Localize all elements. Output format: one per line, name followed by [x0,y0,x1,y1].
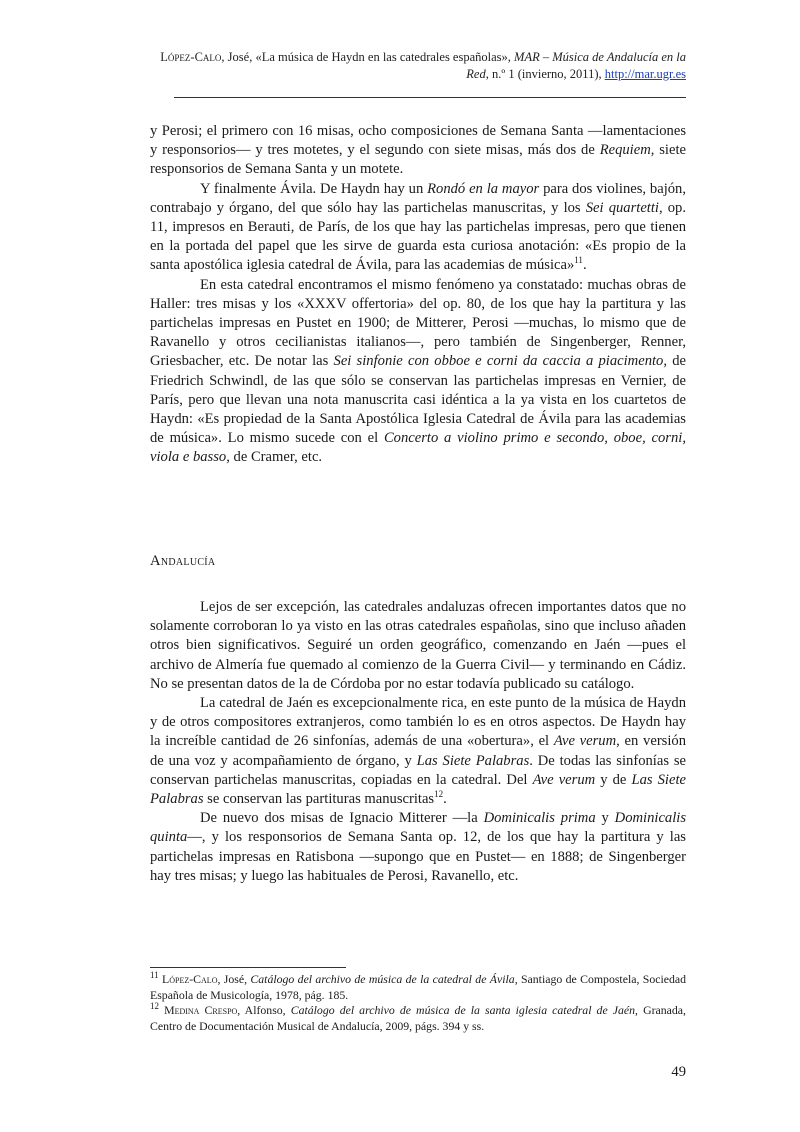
section-heading: Andalucía [150,553,216,569]
footnote-12-number: 12 [150,1001,159,1012]
header-author-rest: , José, «La música de Haydn en las catedrales españolas», [221,50,515,64]
footnote-12-rest: , Granada, Centro de Documentación Musical de Andalucía, 2009, págs. 394 y ss. [150,1003,686,1033]
p3-b: , de Friedrich Schwindl, de las que sólo se conservan las partichelas impresas en Vernier, de París, pero que llevan una nota manuscrita casi idéntica a la ya vista en los cuartetos de Haydn: «Es propiedad de la Santa Apostólica Iglesia Catedral de Ávila para las academias de música». Lo mismo sucede con el [150,353,686,447]
body-text-top [150,122,686,468]
footnotes [150,972,686,1034]
p3-italic-1: Sei sinfonie con obboe e corni da caccia a piacimento [333,353,664,370]
footnote-11-title: Catálogo del archivo de música de la catedral de Ávila [250,972,515,986]
p2-b: para dos violines, bajón, contrabajo y órgano, del que sólo hay las partichelas manuscritas, y los [150,180,686,216]
p5-italic-4: Las Siete Palabras [150,771,686,808]
header-rule [174,97,686,98]
footnote-ref-11[interactable]: 11 [574,255,583,266]
footnote-12-title: Catálogo del archivo de música de la santa iglesia catedral de Jaén [290,1003,636,1018]
footnote-rule [150,967,346,968]
p6-italic-2: Dominicalis quinta [150,810,687,846]
footnote-11-author: López-Calo [162,972,218,986]
p3-a: En esta catedral encontramos el mismo fenómeno ya constatado: muchas obras de Haller: tres misas y los «XXXV offertoria» del op. 80, de los que hay la partitura y las partichelas impresas en Pustet en 1900; de Mitterer, Perosi —muchas, lo mismo que de Ravanello y otros cecilianistas italianos—, pero también de Singenberger, Renner, Griesbacher, etc. De notar las [150,276,686,370]
p1-end: , siete responsorios de Semana Santa y un motete. [150,142,686,178]
p5-e: se conservan las partituras manuscritas [203,791,435,808]
p6-a: De nuevo dos misas de Ignacio Mitterer —la [200,810,484,827]
p5-b: , en versión de una voz y acompañamiento de órgano, y [150,733,687,769]
footnote-12-author-rest: , Alfonso, [237,1003,291,1018]
p5-italic-1: Ave verum [553,733,617,750]
p5-a: La catedral de Jaén es excepcionalmente rica, en este punto de la música de Haydn y de otros compositores extranjeros, como también lo es en otros aspectos. De Haydn hay la increíble cantidad de 26 sinfonías, además de una «obertura», el [150,695,686,750]
page-number: 49 [671,1064,686,1080]
paragraph-5 [150,694,686,809]
paragraph-6 [150,809,686,886]
running-header [150,49,686,83]
header-url-link[interactable]: http://mar.ugr.es [604,67,686,81]
header-journal: MAR – Música de Andalucía en la Red [466,50,686,81]
p6-italic-1: Dominicalis prima [483,810,596,827]
paragraph-3 [150,276,686,468]
p5-d: y de [595,771,632,788]
p1-italic: Requiem [599,142,651,159]
p5-italic-3: Ave verum [532,771,596,788]
p5-italic-2: Las Siete Palabras [416,752,530,769]
p2-d: . [582,257,587,274]
footnote-12-author: Medina Crespo [164,1003,238,1018]
paragraph-2 [150,180,686,276]
footnote-11-number: 11 [150,970,159,981]
p2-c: , op. 11, impresos en Berauti, de París, de los que hay las partichelas impresas, pero que tienen en la portada del papel que les sirve de guarda esta curiosa anotación: «Es propio de la santa apostólica iglesia catedral de Ávila, para las academias de música» [150,199,686,274]
p2-italic-2: Sei quartetti [585,199,659,216]
p6-c: —, y los responsorios de Semana Santa op. 12, de los que hay la partitura y las partichelas impresas en Ratisbona —supongo que en Pustet— en 1888; de Singenberger hay tres misas; y luego las habituales de Perosi, Ravanello, etc. [150,829,686,884]
p6-b: y [595,810,615,827]
footnote-11 [150,972,686,1003]
p1-text: y Perosi; el primero con 16 misas, ocho composiciones de Semana Santa —lamentaciones y responsorios— y tres motetes, y el segundo con siete misas, más dos de [150,123,686,159]
p5-c: . De todas las sinfonías se conservan partichelas manuscritas, copiadas en la catedral. Del [150,752,686,788]
header-issue: , n.º 1 (invierno, 2011), [485,67,605,81]
p5-f: . [443,791,447,808]
body-text-bottom [150,598,686,886]
header-author-surname: López-Calo [160,50,222,64]
footnote-11-rest: , Santiago de Compostela, Sociedad Española de Musicología, 1978, pág. 185. [150,972,686,1002]
p2-italic-1: Rondó en la mayor [427,180,540,197]
paragraph-1 [150,122,686,180]
p4-text: Lejos de ser excepción, las catedrales andaluzas ofrecen importantes datos que no solamente corroboran lo ya visto en las otras catedrales españolas, sino que incluso añaden otros bien significativos. Seguiré un orden geográfico, comenzando en Jaén —pues el archivo de Almería fue quemado al comienzo de la Guerra Civil— y terminando en Cádiz. No se presentan datos de la de Córdoba por no estar todavía publicado su catálogo. [150,599,686,692]
footnote-11-author-rest: , José, [217,972,251,986]
p3-c: , de Cramer, etc. [226,449,323,466]
p3-italic-2: Concerto a violino primo e secondo, oboe, corni, viola e basso [150,430,686,466]
paragraph-4 [150,598,686,694]
footnote-12 [150,1003,686,1034]
footnote-ref-12[interactable]: 12 [434,789,444,800]
p2-a: Y finalmente Ávila. De Haydn hay un [200,180,428,197]
